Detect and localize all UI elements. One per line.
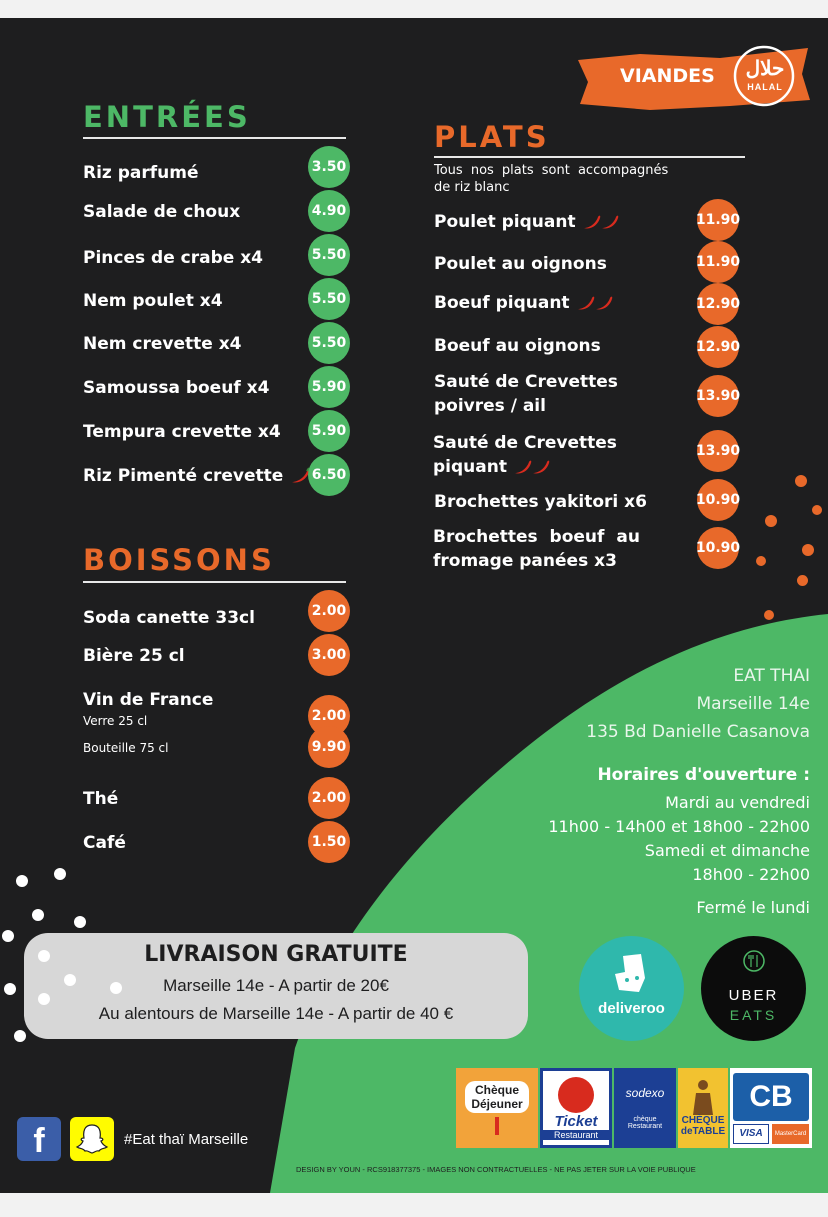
plats-note-line1: Tous nos plats sont accompagnés (434, 163, 669, 178)
decor-dot (764, 610, 774, 620)
ticket-restaurant-logo (540, 1068, 612, 1148)
delivery-line1: Marseille 14e - A partir de 20€ (163, 976, 389, 995)
entree-item: Nem poulet x4 (83, 291, 223, 311)
delivery-line2: Au alentours de Marseille 14e - A partir de 40 € (98, 1004, 454, 1023)
entree-price: 5.90 (308, 366, 350, 408)
fork-knife-icon (742, 949, 766, 973)
boisson-item: Thé (83, 789, 119, 809)
plat-price: 12.90 (697, 326, 739, 368)
deliveroo-badge[interactable] (579, 936, 684, 1041)
entree-item: Salade de choux (83, 202, 241, 222)
boisson-item: Bière 25 cl (83, 646, 185, 666)
mastercard-text: MasterCard (772, 1124, 809, 1144)
chili-pepper-icon (513, 458, 553, 476)
sodexo-sub: chèque Restaurant (627, 1116, 663, 1130)
boisson-price: 2.00 (308, 590, 350, 632)
decor-dot (2, 930, 14, 942)
entree-item (83, 464, 311, 488)
decor-dot (16, 875, 28, 887)
vin-option: Verre 25 cl (83, 714, 148, 728)
entree-price: 3.50 (308, 146, 350, 188)
restaurant-address: 135 Bd Danielle Casanova (586, 722, 810, 742)
uber-eats-badge[interactable] (701, 936, 806, 1041)
plat-item-label: Poulet piquant (434, 212, 576, 232)
cheque-table-text1: CHÈQUE (681, 1115, 725, 1126)
entrees-title: ENTRÉES (83, 100, 251, 134)
decor-dot (74, 916, 86, 928)
entree-item: Samoussa boeuf x4 (83, 378, 270, 398)
boissons-rule (83, 581, 346, 583)
plat-price: 12.90 (697, 283, 739, 325)
hours-title: Horaires d'ouverture : (597, 765, 810, 785)
deliveroo-kangaroo-icon (613, 954, 651, 994)
entrees-rule (83, 137, 346, 139)
entree-item: Tempura crevette x4 (83, 422, 281, 442)
sodexo-text: sodexo (625, 1086, 665, 1100)
delivery-title: LIVRAISON GRATUITE (144, 942, 408, 967)
viandes-label: VIANDES (620, 65, 715, 87)
plat-item: Sauté de Crevettes (434, 372, 618, 392)
plats-note-line2: de riz blanc (434, 180, 510, 195)
entree-item: Nem crevette x4 (83, 334, 242, 354)
plat-item-line2: fromage panées x3 (433, 551, 617, 571)
plat-price: 11.90 (697, 241, 739, 283)
entree-item: Pinces de crabe x4 (83, 248, 263, 268)
plat-price: 10.90 (697, 527, 739, 569)
decor-dot (110, 982, 122, 994)
decor-dot (38, 993, 50, 1005)
decor-dot (32, 909, 44, 921)
decor-dot (54, 868, 66, 880)
decor-dot (812, 505, 822, 515)
boisson-item: Vin de France (83, 690, 214, 710)
halal-label: HALAL (747, 82, 783, 92)
cb-visa-mastercard-logo (730, 1068, 812, 1148)
snapchat-icon[interactable] (70, 1117, 114, 1161)
decor-dot (4, 983, 16, 995)
decor-dot (38, 950, 50, 962)
hours-line: 11h00 - 14h00 et 18h00 - 22h00 (548, 817, 810, 836)
hours-line: 18h00 - 22h00 (692, 865, 810, 884)
cheque-dejeuner-logo (456, 1068, 538, 1148)
eats-label: EATS (729, 1007, 778, 1023)
cheque-dejeuner-text1: Chèque (474, 1083, 519, 1097)
boisson-item: Café (83, 833, 126, 853)
plat-item-label: piquant (433, 457, 507, 477)
restaurant-name: EAT THAI (733, 666, 810, 686)
vin-option-price: 9.90 (308, 726, 350, 768)
vin-option: Bouteille 75 cl (83, 741, 169, 755)
decor-dot (795, 475, 807, 487)
plat-item: Poulet au oignons (434, 254, 607, 274)
plat-item: Sauté de Crevettes (433, 433, 617, 453)
entree-item-label: Riz Pimenté crevette (83, 466, 284, 486)
deliveroo-label: deliveroo (598, 1000, 665, 1017)
facebook-icon[interactable]: f (17, 1117, 61, 1161)
plat-item-line2: poivres / ail (434, 396, 546, 416)
cheque-table-text2: deTABLE (680, 1126, 726, 1137)
entree-price: 5.50 (308, 278, 350, 320)
plat-price: 13.90 (697, 375, 739, 417)
plat-item: Brochettes boeuf au (433, 527, 640, 547)
delivery-box (24, 933, 528, 1039)
plats-rule (434, 156, 745, 158)
menu-page (0, 18, 828, 1193)
entree-price: 5.50 (308, 322, 350, 364)
decor-dot (765, 515, 777, 527)
entree-price: 5.50 (308, 234, 350, 276)
plat-price: 10.90 (697, 479, 739, 521)
sodexo-logo (614, 1068, 676, 1148)
chili-pepper-icon (576, 294, 616, 312)
boisson-price: 3.00 (308, 634, 350, 676)
ticket-sub: Restaurant (543, 1130, 609, 1140)
entree-item: Riz parfumé (83, 163, 199, 183)
boisson-item: Soda canette 33cl (83, 608, 255, 628)
closed-day: Fermé le lundi (696, 898, 810, 917)
social-hashtag: #Eat thaï Marseille (124, 1131, 249, 1148)
cb-text: CB (733, 1073, 809, 1121)
boissons-title: BOISSONS (83, 543, 275, 577)
vin-option-price: 2.00 (308, 695, 350, 737)
chili-pepper-icon (582, 213, 622, 231)
plat-item: Boeuf au oignons (434, 336, 601, 356)
halal-arabic-text: حلال (745, 58, 785, 80)
uber-label: UBER (728, 987, 779, 1004)
boisson-price: 2.00 (308, 777, 350, 819)
decor-dot (802, 544, 814, 556)
entree-price: 6.50 (308, 454, 350, 496)
hours-line: Samedi et dimanche (644, 841, 810, 860)
plat-item: Brochettes yakitori x6 (434, 492, 647, 512)
boisson-price: 1.50 (308, 821, 350, 863)
hours-line: Mardi au vendredi (665, 793, 810, 812)
entree-price: 5.90 (308, 410, 350, 452)
decor-dot (797, 575, 808, 586)
plat-item (434, 291, 616, 315)
waiter-icon (688, 1079, 718, 1115)
plat-item (434, 210, 622, 234)
visa-text: VISA (733, 1124, 769, 1144)
plat-item-line2 (433, 455, 553, 479)
decor-dot (14, 1030, 26, 1042)
plat-price: 11.90 (697, 199, 739, 241)
decor-dot (756, 556, 766, 566)
cheque-dejeuner-text2: Déjeuner (471, 1097, 523, 1111)
footer-text: DESIGN BY YOUN - RCS918377375 - IMAGES NON CONTRACTUELLES - NE PAS JETER SUR LA VOIE PUBLIQUE (296, 1165, 696, 1174)
plat-price: 13.90 (697, 430, 739, 472)
ticket-red-dot (558, 1077, 594, 1113)
plats-title: PLATS (434, 120, 550, 154)
cheque-dejeuner-cross (495, 1117, 499, 1135)
decor-dot (64, 974, 76, 986)
plat-item-label: Boeuf piquant (434, 293, 570, 313)
ticket-text: Ticket (554, 1112, 598, 1130)
restaurant-city: Marseille 14e (696, 694, 810, 714)
entree-price: 4.90 (308, 190, 350, 232)
cheque-de-table-logo (678, 1068, 728, 1148)
